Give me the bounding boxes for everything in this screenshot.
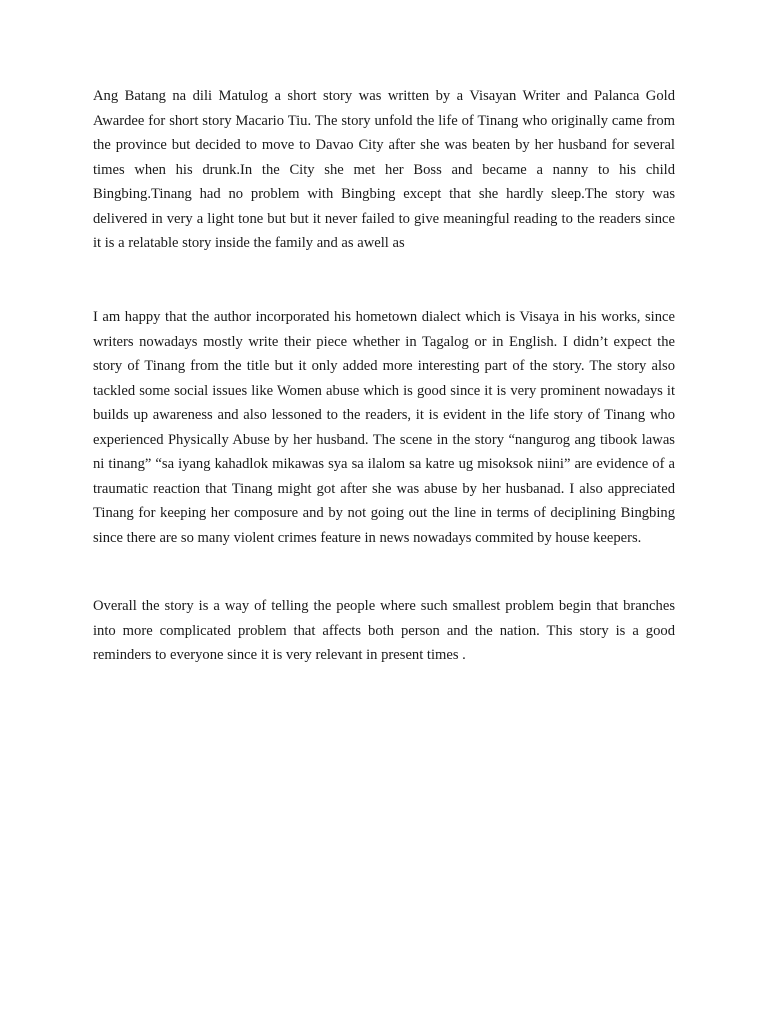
- paragraph-reflection: I am happy that the author incorporated his hometown dialect which is Visaya in his works, since writers nowadays mostly write their piece whether in Tagalog or in English. I didn’t expect the story of Tinang from the title but it only added more interesting part of the story. The story also tackled some social issues like Women abuse which is good since it is very prominent nowadays it builds up awareness and also lessoned to the readers, it is evident in the life story of Tinang who experienced Physically Abuse by her husband. The scene in the story “nangurog ang tibook lawas ni tinang” “sa iyang kahadlok mikawas sya sa ilalom sa katre ug misoksok niini” are evidence of a traumatic reaction that Tinang might got after she was abuse by her husbanad. I also appreciated Tinang for keeping her composure and by not going out the line in terms of deciplining Bingbing since there are so many violent crimes feature in news nowadays commited by house keepers.: [93, 309, 675, 546]
- paragraph-conclusion: Overall the story is a way of telling the people where such smallest problem begin that branches into more complicated problem that affects both person and the nation. This story is a good reminders to everyone since it is very relevant in present times .: [93, 598, 675, 663]
- paragraph-intro: Ang Batang na dili Matulog a short story was written by a Visayan Writer and Palanca Gold Awardee for short story Macario Tiu. The story unfold the life of Tinang who originally came from the province but decided to move to Davao City after she was beaten by her husband for several times when his drunk.In the City she met her Boss and became a nanny to his child Bingbing.Tinang had no problem with Bingbing except that she hardly sleep.The story was delivered in very a light tone but but it never failed to give meaningful reading to the readers since it is a relatable story inside the family and as awell as: [93, 88, 675, 251]
